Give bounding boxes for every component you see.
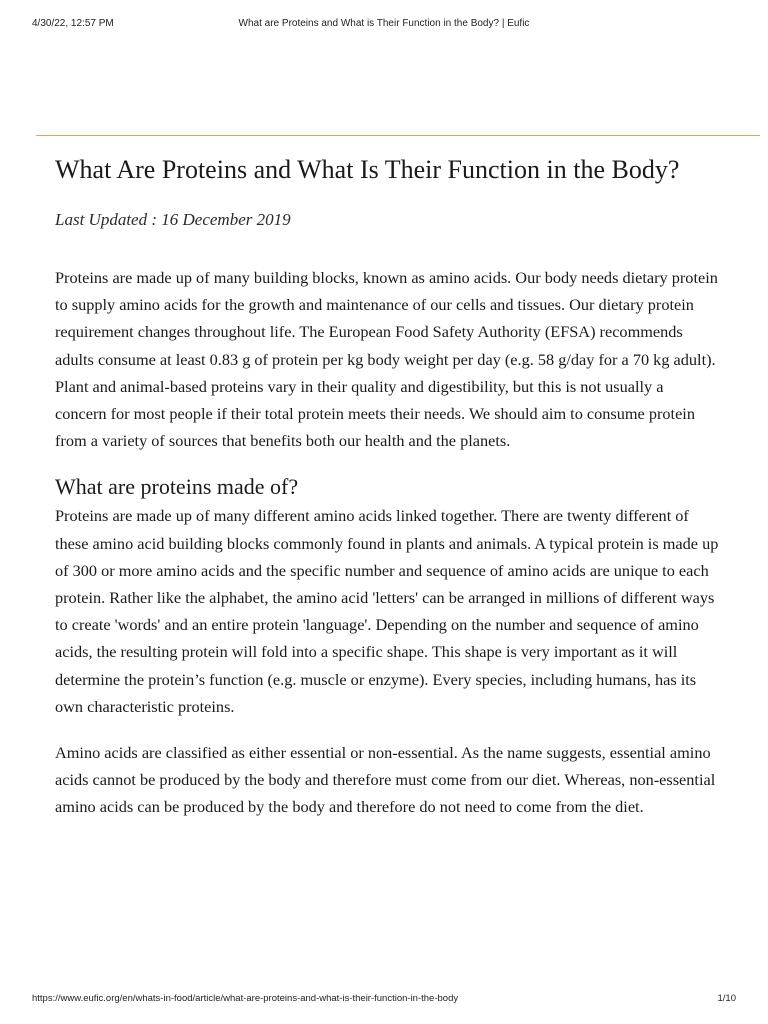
page-indicator: 1/10 bbox=[717, 993, 736, 1004]
section-paragraph-1: Proteins are made up of many different amino acids linked together. There are twenty different of these amino acid building blocks commonly found in plants and animals. A typical protein is made up of 300 or more amino acids and the specific number and sequence of amino acids are unique to each protein. Rather like the alphabet, the amino acid 'letters' can be arranged in millions of different ways to create 'words' and an entire protein 'language'. Depending on the number and sequence of amino acids, the resulting protein will fold into a specific shape. This shape is very important as it will determine the protein’s function (e.g. muscle or enzyme). Every species, including humans, has its own characteristic proteins. bbox=[55, 506, 719, 716]
print-header bbox=[32, 18, 736, 32]
intro-paragraph: Proteins are made up of many building blocks, known as amino acids. Our body needs dietary protein to supply amino acids for the growth and maintenance of our cells and tissues. Our dietary protein requirement changes throughout life. The European Food Safety Authority (EFSA) recommends adults consume at least 0.83 g of protein per kg body weight per day (e.g. 58 g/day for a 70 kg adult). Plant and animal-based proteins vary in their quality and digestibility, but this is not usually a concern for most people if their total protein meets their needs. We should aim to consume protein from a variety of sources that benefits both our health and the planets. bbox=[55, 268, 718, 451]
print-footer bbox=[32, 993, 736, 1007]
print-document-title: What are Proteins and What is Their Function in the Body? | Eufic bbox=[238, 18, 530, 29]
section-paragraph-2: Amino acids are classified as either essential or non-essential. As the name suggests, essential amino acids cannot be produced by the body and therefore must come from our diet. Whereas, non-essential amino acids can be produced by the body and therefore do not need to come from the diet. bbox=[55, 743, 716, 817]
page-url[interactable]: https://www.eufic.org/en/whats-in-food/article/what-are-proteins-and-what-is-their-function-in-the-body bbox=[32, 993, 459, 1004]
article-title: What Are Proteins and What Is Their Function in the Body? bbox=[55, 155, 680, 184]
article bbox=[55, 154, 719, 821]
accent-divider bbox=[36, 135, 760, 136]
print-datetime: 4/30/22, 12:57 PM bbox=[32, 18, 114, 29]
last-updated: Last Updated : 16 December 2019 bbox=[55, 210, 291, 229]
section-heading: What are proteins made of? bbox=[55, 474, 299, 500]
